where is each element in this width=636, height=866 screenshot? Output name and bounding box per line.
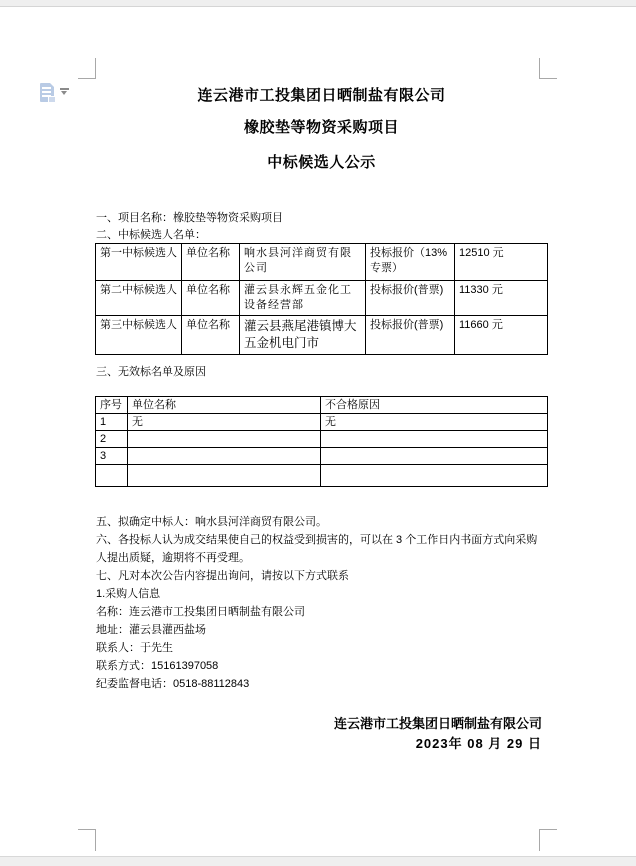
price-value: 11330 元: [455, 281, 548, 316]
text-boundary-mark-top-right: [539, 58, 557, 79]
row-company: [128, 431, 321, 448]
section-candidates-heading: 二、中标候选人名单：: [96, 229, 206, 241]
section-invalid-heading: 三、无效标名单及原因: [96, 366, 206, 378]
table-row: [96, 448, 548, 465]
row-no: 2: [96, 431, 128, 448]
table-row: [96, 431, 548, 448]
candidate-rank: 第一中标候选人: [96, 244, 182, 281]
row-company: [128, 465, 321, 487]
table-row: [96, 414, 548, 431]
row-no: 1: [96, 414, 128, 431]
table-row: [96, 465, 548, 487]
col-header-no: 序号: [96, 397, 128, 414]
contact-discipline-phone: 纪委监督电话：0518-88112843: [96, 678, 250, 690]
price-value: 12510 元: [455, 244, 548, 281]
contact-phone: 联系方式：15161397058: [96, 660, 219, 672]
table-row: [96, 281, 548, 316]
table-header-row: [96, 397, 548, 414]
candidate-company: 响水县河洋商贸有限公司: [240, 244, 366, 281]
candidate-rank: 第二中标候选人: [96, 281, 182, 316]
paste-options-button[interactable]: [39, 81, 71, 105]
page-top-gap: [0, 0, 636, 7]
section-winner: 五、拟确定中标人：响水县河洋商贸有限公司。: [96, 516, 327, 528]
text-boundary-mark-bottom-left: [78, 829, 96, 851]
row-reason: [321, 448, 548, 465]
contact-name: 名称：连云港市工投集团日晒制盐有限公司: [96, 606, 305, 618]
price-label: 投标报价(普票): [366, 316, 455, 355]
paste-options-dropdown-icon[interactable]: [60, 88, 69, 96]
invalid-bids-table: [95, 396, 548, 487]
row-no: [96, 465, 128, 487]
row-reason: [321, 431, 548, 448]
text-boundary-mark-top-left: [78, 58, 96, 79]
page-bottom-gap: [0, 856, 636, 866]
candidates-table: [95, 243, 548, 355]
contact-person: 联系人：于先生: [96, 642, 173, 654]
text-boundary-mark-bottom-right: [539, 829, 557, 851]
buyer-info-heading: 1.采购人信息: [96, 588, 161, 600]
doc-title-notice: 中标候选人公示: [267, 154, 376, 171]
field-label: 单位名称: [182, 281, 240, 316]
row-no: 3: [96, 448, 128, 465]
row-reason: [321, 465, 548, 487]
table-row: [96, 244, 548, 281]
contact-address: 地址：灌云县灌西盐场: [96, 624, 206, 636]
table-row: [96, 316, 548, 355]
row-reason: 无: [321, 414, 548, 431]
section-project-name: 一、项目名称：橡胶垫等物资采购项目: [96, 212, 283, 224]
doc-title-project: 橡胶垫等物资采购项目: [243, 119, 399, 136]
paste-clipboard-icon[interactable]: [40, 83, 54, 102]
row-company: [128, 448, 321, 465]
price-value: 11660 元: [455, 316, 548, 355]
signature-date: 2023年 08 月 29 日: [415, 736, 542, 751]
candidate-company: 灌云县燕尾港镇博大五金机电门市: [240, 316, 366, 355]
section-inquiry: 七、凡对本次公告内容提出询问，请按以下方式联系: [96, 570, 349, 582]
price-label: 投标报价(普票): [366, 281, 455, 316]
doc-title-company: 连云港市工投集团日晒制盐有限公司: [197, 87, 446, 104]
section-objection: 六、各投标人认为成交结果使自己的权益受到损害的，可以在 3 个工作日内书面方式向采购人提出质疑，逾期将不再受理。: [96, 534, 538, 564]
field-label: 单位名称: [182, 316, 240, 355]
col-header-company: 单位名称: [128, 397, 321, 414]
col-header-reason: 不合格原因: [321, 397, 548, 414]
signature-company: 连云港市工投集团日晒制盐有限公司: [333, 716, 542, 731]
field-label: 单位名称: [182, 244, 240, 281]
candidate-company: 灌云县永辉五金化工设备经营部: [240, 281, 366, 316]
candidate-rank: 第三中标候选人: [96, 316, 182, 355]
row-company: 无: [128, 414, 321, 431]
price-label: 投标报价（13%专票）: [366, 244, 455, 281]
